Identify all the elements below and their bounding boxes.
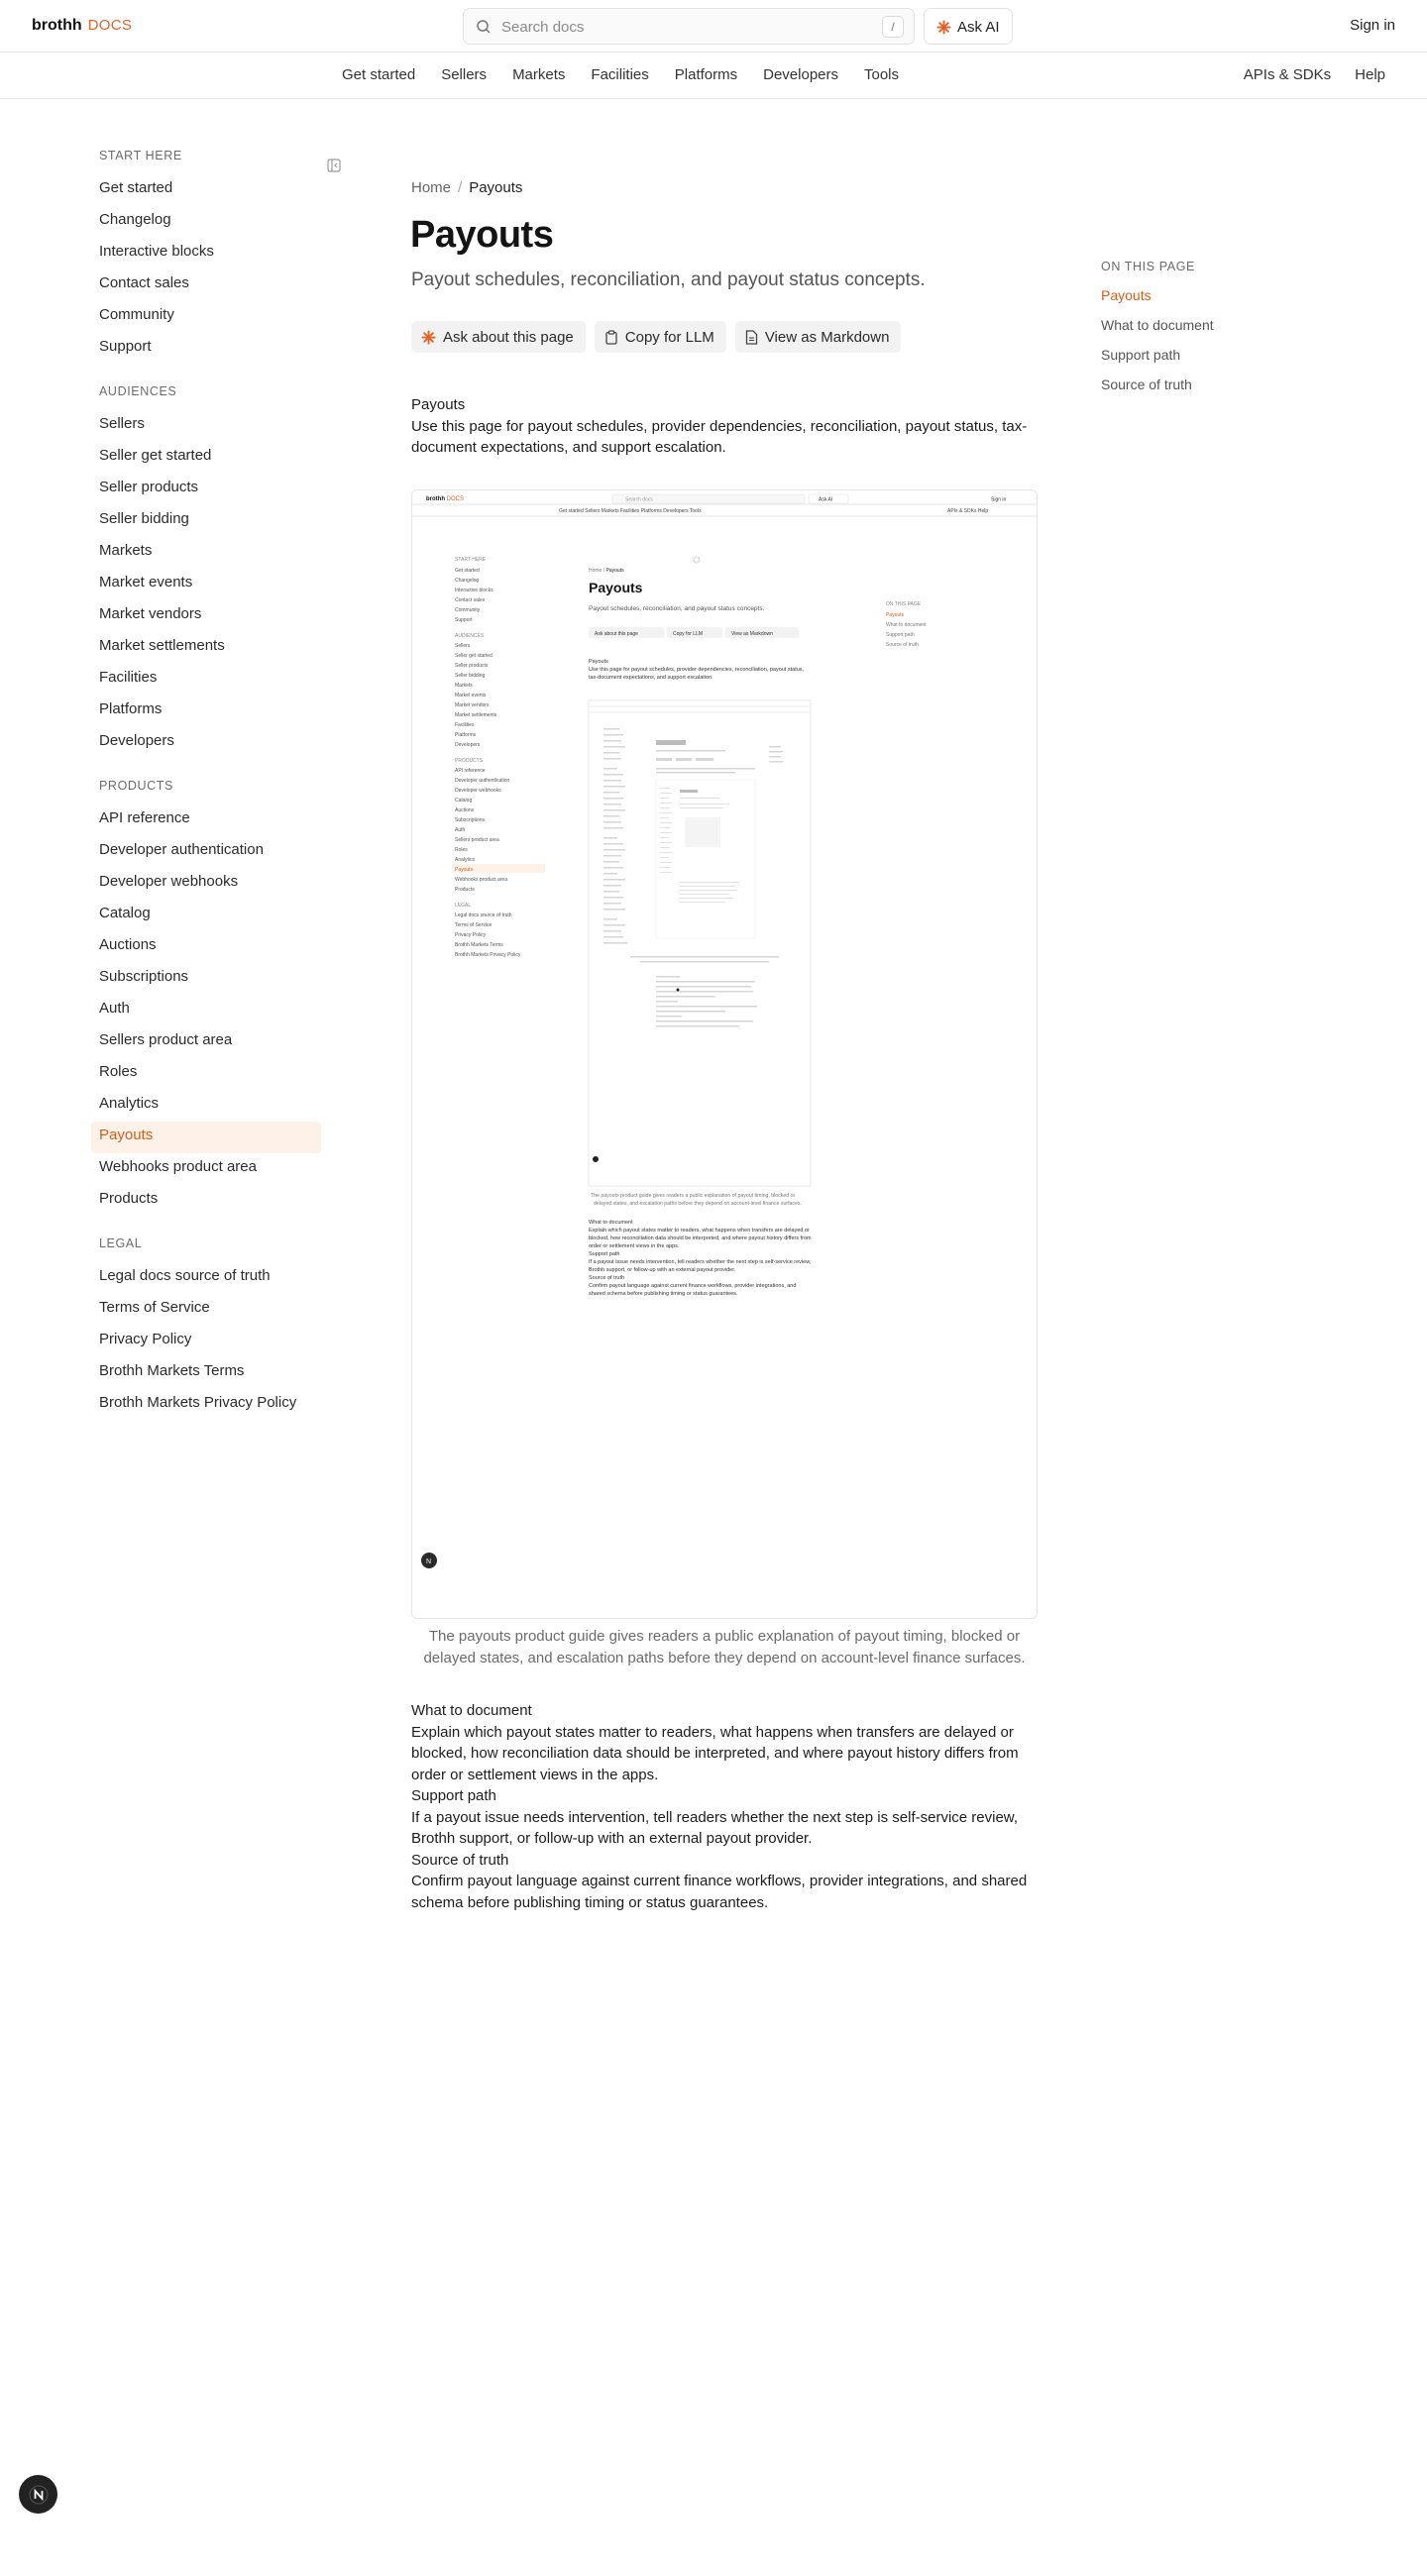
sidebar-item-catalog[interactable]: Catalog	[99, 905, 151, 921]
page-actions	[411, 321, 910, 353]
ask-ai-button[interactable]	[924, 8, 1013, 45]
section-text: Confirm payout language against current finance workflows, provider integrations, and shared schema before publishing timing or status guarantees.	[411, 1873, 1028, 1911]
nav-markets[interactable]: Markets	[512, 66, 566, 83]
svg-text:Brothh Markets Privacy Policy: Brothh Markets Privacy Policy	[455, 952, 521, 958]
toc-item-payouts[interactable]: Payouts	[1101, 287, 1152, 303]
sidebar-item-analytics[interactable]: Analytics	[99, 1095, 160, 1112]
intro-heading: Payouts	[411, 396, 466, 413]
sparkle-icon	[936, 20, 951, 35]
sidebar-item-market-events[interactable]: Market events	[99, 574, 193, 590]
toc-item-support-path[interactable]: Support path	[1101, 347, 1181, 363]
nav-help[interactable]: Help	[1355, 66, 1385, 83]
svg-text:Payouts: Payouts	[589, 580, 643, 595]
sidebar-collapse-icon[interactable]	[327, 159, 341, 172]
svg-text:Analytics: Analytics	[455, 857, 476, 863]
sidebar-item-seller-products[interactable]: Seller products	[99, 479, 199, 495]
search-placeholder: Search docs	[501, 19, 585, 36]
sidebar-item-seller-bidding[interactable]: Seller bidding	[99, 510, 189, 527]
sidebar-item-api-reference[interactable]: API reference	[99, 809, 190, 826]
svg-text:Webhooks product area: Webhooks product area	[455, 877, 507, 883]
svg-text:Sign in: Sign in	[991, 496, 1007, 503]
search-input[interactable]	[463, 8, 915, 45]
svg-text:Ask about this page: Ask about this page	[595, 631, 638, 637]
svg-text:Support path: Support path	[886, 632, 915, 638]
sidebar-section-title: LEGAL	[99, 1236, 143, 1250]
sidebar-section-title: START HERE	[99, 149, 182, 162]
intro-block	[411, 394, 1036, 459]
svg-text:Brothh Markets Terms: Brothh Markets Terms	[455, 942, 503, 948]
on-this-page	[1101, 260, 1214, 406]
sidebar-section-title: AUDIENCES	[99, 384, 177, 398]
logo-suffix: DOCS	[87, 17, 133, 34]
n-logo-icon	[29, 2485, 49, 2505]
svg-text:Developers: Developers	[455, 742, 481, 748]
svg-text:API reference: API reference	[455, 768, 486, 774]
screenshot-image	[412, 490, 1038, 1619]
sidebar-item-get-started[interactable]: Get started	[99, 179, 173, 196]
sidebar-item-sellers[interactable]: Sellers	[99, 415, 145, 432]
svg-text:Markets: Markets	[455, 683, 473, 689]
view-as-markdown-label: View as Markdown	[764, 328, 890, 346]
ask-about-page-label: Ask about this page	[443, 328, 574, 346]
svg-text:Payout schedules, reconciliati: Payout schedules, reconciliation, and payout status concepts.	[589, 605, 765, 612]
section-heading: Support path	[411, 1787, 496, 1804]
svg-text:Get started: Get started	[455, 568, 480, 574]
svg-text:ON THIS PAGE: ON THIS PAGE	[886, 601, 922, 607]
sidebar-item-developers[interactable]: Developers	[99, 732, 174, 749]
svg-text:AUDIENCES: AUDIENCES	[455, 633, 485, 639]
nav-tools[interactable]: Tools	[864, 66, 900, 83]
copy-for-llm-button[interactable]	[595, 321, 726, 353]
sidebar-item-legal-docs-source-of-truth[interactable]: Legal docs source of truth	[99, 1267, 271, 1284]
svg-text:Ask AI: Ask AI	[819, 496, 833, 503]
svg-text:Support: Support	[455, 617, 473, 623]
nav-facilities[interactable]: Facilities	[591, 66, 649, 83]
sidebar-item-auctions[interactable]: Auctions	[99, 936, 157, 953]
breadcrumb-separator: /	[458, 179, 463, 196]
svg-text:Seller get started: Seller get started	[455, 653, 493, 659]
sparkle-icon	[421, 330, 436, 345]
svg-text:order or settlement views in t: order or settlement views in the apps.	[589, 1243, 680, 1249]
top-header	[0, 0, 1427, 53]
file-icon	[745, 330, 758, 345]
svg-text:delayed states, and escalation: delayed states, and escalation paths before they depend on account-level finance surfaces.	[594, 1201, 802, 1207]
svg-text:What to document: What to document	[886, 622, 927, 628]
svg-text:Auctions: Auctions	[455, 807, 475, 813]
section-text: If a payout issue needs intervention, tell readers whether the next step is self-service review, Brothh support, or follow-up with an external payout provider.	[411, 1808, 1018, 1847]
sidebar-item-developer-webhooks[interactable]: Developer webhooks	[99, 873, 239, 890]
svg-text:Confirm payout language agains: Confirm payout language against current finance workflows, provider integrations, and	[589, 1283, 797, 1289]
svg-text:View as Markdown: View as Markdown	[731, 631, 773, 637]
svg-text:Get started Sellers Market: Get started Sellers Markets Facilities Platforms Developers Tools	[559, 508, 702, 514]
search-icon	[476, 19, 492, 35]
sidebar-item-auth[interactable]: Auth	[99, 1000, 130, 1017]
sidebar-item-subscriptions[interactable]: Subscriptions	[99, 968, 189, 985]
sidebar-item-developer-authentication[interactable]: Developer authentication	[99, 841, 264, 858]
svg-text:Sellers product area: Sellers product area	[455, 837, 499, 843]
ask-about-page-button[interactable]	[411, 321, 586, 353]
sidebar-item-market-vendors[interactable]: Market vendors	[99, 605, 202, 622]
logo[interactable]	[32, 17, 132, 35]
svg-text:Brothh support, or follow-up w: Brothh support, or follow-up with an external payout provider.	[589, 1267, 736, 1273]
view-as-markdown-button[interactable]	[735, 321, 902, 353]
sidebar-item-payouts[interactable]: Payouts	[91, 1122, 321, 1153]
content-sections	[411, 1700, 1036, 1913]
sidebar-item-products[interactable]: Products	[99, 1190, 159, 1207]
svg-text:Market vendors: Market vendors	[455, 702, 490, 708]
svg-text:Auth: Auth	[455, 827, 466, 833]
sidebar-item-seller-get-started[interactable]: Seller get started	[99, 447, 212, 464]
sidebar-section-title: PRODUCTS	[99, 779, 173, 793]
intro-text: Use this page for payout schedules, provider dependencies, reconciliation, payout status, tax-document expectations, and support escalation.	[411, 417, 1028, 456]
sidebar-item-roles[interactable]: Roles	[99, 1063, 138, 1080]
breadcrumb	[411, 179, 522, 196]
clipboard-icon	[604, 330, 618, 345]
sidebar-item-webhooks-product-area[interactable]: Webhooks product area	[99, 1158, 257, 1175]
svg-text:Home / Payouts: Home / Payouts	[589, 568, 624, 574]
toc-item-what-to-document[interactable]: What to document	[1101, 317, 1214, 333]
svg-text:APIs & SDKs Help: APIs & SDKs Help	[947, 508, 989, 514]
page-screenshot-figure	[411, 489, 1038, 1619]
sidebar-item-interactive-blocks[interactable]: Interactive blocks	[99, 243, 214, 260]
svg-text:Terms of Service: Terms of Service	[455, 922, 493, 928]
svg-text:Payouts: Payouts	[589, 659, 608, 665]
page-title: Payouts	[410, 214, 554, 256]
svg-text:brothh DOCS: brothh DOCS	[426, 496, 465, 502]
svg-text:Facilities: Facilities	[455, 722, 475, 728]
svg-text:Payouts: Payouts	[455, 867, 474, 873]
breadcrumb-home[interactable]: Home	[411, 179, 452, 196]
nav-get-started[interactable]: Get started	[342, 66, 416, 83]
svg-text:Seller bidding: Seller bidding	[455, 673, 486, 679]
sidebar-item-changelog[interactable]: Changelog	[99, 211, 171, 228]
svg-text:The payouts product guide give: The payouts product guide gives readers a public explanation of payout timing, blocked or	[591, 1193, 796, 1199]
svg-text:Interactive blocks: Interactive blocks	[455, 588, 494, 593]
svg-text:Sellers: Sellers	[455, 643, 471, 649]
search-shortcut-key: /	[882, 16, 904, 38]
svg-text:Platforms: Platforms	[455, 732, 477, 738]
dev-tools-button[interactable]	[19, 2475, 57, 2514]
sidebar-item-market-settlements[interactable]: Market settlements	[99, 637, 225, 654]
svg-text:Developer authentication: Developer authentication	[455, 778, 510, 784]
sidebar-item-markets[interactable]: Markets	[99, 542, 153, 559]
section-text: Explain which payout states matter to readers, what happens when transfers are delayed or blocked, how reconciliation data should be interpreted, and where payout history differs from order or settlement views in the apps.	[411, 1723, 1019, 1783]
svg-text:Use this page for payout sched: Use this page for payout schedules, provider dependencies, reconciliation, payout status,	[589, 667, 805, 673]
svg-text:Legal docs source of truth: Legal docs source of truth	[455, 912, 512, 918]
svg-text:What to document: What to document	[589, 1220, 633, 1226]
sidebar-item-terms-of-service[interactable]: Terms of Service	[99, 1299, 210, 1316]
nav-apis-sdks[interactable]: APIs & SDKs	[1243, 66, 1332, 83]
section-heading: What to document	[411, 1702, 532, 1719]
sidebar-item-sellers-product-area[interactable]: Sellers product area	[99, 1031, 233, 1048]
ask-ai-label: Ask AI	[957, 19, 1000, 36]
svg-text:Catalog: Catalog	[455, 798, 473, 804]
svg-text:PRODUCTS: PRODUCTS	[455, 758, 484, 764]
svg-text:Seller products: Seller products	[455, 663, 489, 669]
section-heading: Source of truth	[411, 1851, 509, 1869]
toc-title: ON THIS PAGE	[1101, 260, 1195, 273]
svg-text:blocked, how reconciliation da: blocked, how reconciliation data should be interpreted, and where payout history differs from	[589, 1235, 812, 1241]
svg-text:Market events: Market events	[455, 693, 487, 698]
sidebar-item-community[interactable]: Community	[99, 306, 174, 323]
breadcrumb-current: Payouts	[469, 179, 523, 196]
svg-text:Subscriptions: Subscriptions	[455, 817, 486, 823]
sidebar	[91, 149, 321, 1441]
sidebar-item-contact-sales[interactable]: Contact sales	[99, 274, 189, 291]
svg-text:shared schema before publishin: shared schema before publishing timing or status guarantees.	[589, 1291, 738, 1297]
sidebar-item-brothh-markets-privacy-policy[interactable]: Brothh Markets Privacy Policy	[99, 1394, 297, 1411]
svg-text:Developer webhooks: Developer webhooks	[455, 788, 501, 794]
figure-caption: The payouts product guide gives readers a public explanation of payout timing, blocked or delayed states, and escalation paths before they depend on account-level finance surfaces.	[423, 1628, 1026, 1666]
sidebar-item-platforms[interactable]: Platforms	[99, 700, 163, 717]
sign-in-link[interactable]: Sign in	[1350, 17, 1395, 34]
svg-text:tax-document expectations, and: tax-document expectations, and support escalation.	[589, 675, 714, 681]
sidebar-item-facilities[interactable]: Facilities	[99, 669, 158, 686]
svg-text:Market settlements: Market settlements	[455, 712, 497, 718]
svg-text:Explain which payout states ma: Explain which payout states matter to readers, what happens when transfers are delayed or	[589, 1228, 810, 1234]
svg-text:Community: Community	[455, 607, 481, 613]
svg-text:LEGAL: LEGAL	[455, 903, 472, 909]
sidebar-item-privacy-policy[interactable]: Privacy Policy	[99, 1331, 192, 1347]
svg-text:START HERE: START HERE	[455, 557, 487, 563]
sidebar-item-brothh-markets-terms[interactable]: Brothh Markets Terms	[99, 1362, 245, 1379]
svg-text:Payouts: Payouts	[886, 612, 905, 618]
section-nav	[0, 53, 1427, 99]
embedded-avatar-letter: N	[426, 1558, 432, 1565]
svg-text:If a payout issue needs interv: If a payout issue needs intervention, tell readers whether the next step is self-service review,	[589, 1259, 812, 1265]
nav-platforms[interactable]: Platforms	[674, 66, 738, 83]
svg-text:Copy for LLM: Copy for LLM	[673, 631, 704, 637]
copy-for-llm-label: Copy for LLM	[624, 328, 714, 346]
svg-text:Support path: Support path	[589, 1251, 620, 1257]
svg-text:Changelog: Changelog	[455, 578, 480, 584]
toc-item-source-of-truth[interactable]: Source of truth	[1101, 376, 1192, 392]
svg-text:Products: Products	[455, 887, 475, 893]
sidebar-item-support[interactable]: Support	[99, 338, 152, 355]
svg-text:Source of truth: Source of truth	[589, 1275, 625, 1281]
nav-sellers[interactable]: Sellers	[441, 66, 488, 83]
logo-text: brothh	[32, 17, 82, 34]
svg-text:Source of truth: Source of truth	[886, 642, 919, 648]
svg-text:Privacy Policy: Privacy Policy	[455, 932, 487, 938]
nav-developers[interactable]: Developers	[763, 66, 838, 83]
svg-text:Search docs: Search docs	[625, 496, 653, 503]
svg-text:Contact sales: Contact sales	[455, 597, 486, 603]
svg-text:Roles: Roles	[455, 847, 468, 853]
page-subtitle: Payout schedules, reconciliation, and payout status concepts.	[411, 269, 926, 290]
